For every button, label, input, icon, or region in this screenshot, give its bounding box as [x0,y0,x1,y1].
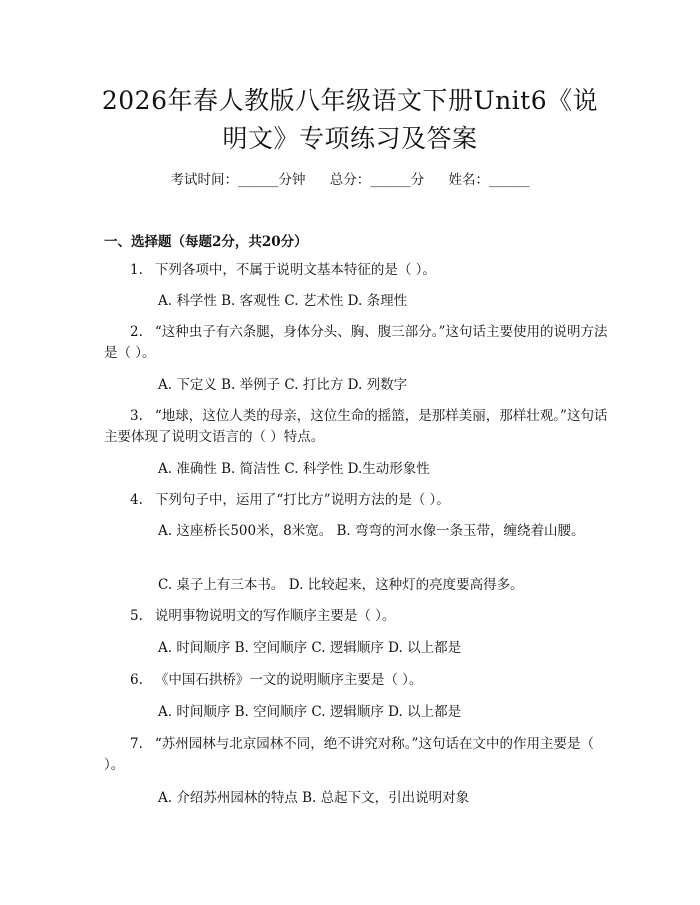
question-number: 4. [130,492,143,508]
question-3 [104,406,614,448]
question-text: 下列句子中，运用了“打比方”说明方法的是（ ）。 [154,492,450,508]
question-text: “苏州园林与北京园林不同，绝不讲究对称。”这句话在文中的作用主要是（ ）。 [104,736,594,773]
question-text: 说明事物说明文的写作顺序主要是（ ）。 [154,608,396,624]
question-6-options: A. 时间顺序 B. 空间顺序 C. 逻辑顺序 D. 以上都是 [158,704,462,720]
question-text: 《中国石拱桥》一文的说明顺序主要是（ ）。 [154,672,423,688]
question-1 [104,260,614,281]
question-2-options: A. 下定义 B. 举例子 C. 打比方 D. 列数字 [158,377,408,393]
section-heading: 一、选择题（每题2分，共20分） [104,234,308,250]
question-text: 下列各项中，不属于说明文基本特征的是（ ）。 [154,262,436,278]
question-5-options: A. 时间顺序 B. 空间顺序 C. 逻辑顺序 D. 以上都是 [158,640,462,656]
question-7 [104,734,614,776]
question-number: 2. [130,324,143,340]
question-number: 6. [130,672,143,688]
question-4-options-ab: A. 这座桥长500米，8米宽。 B. 弯弯的河水像一条玉带，缠绕着山腰。 [158,523,585,539]
question-4 [104,490,614,511]
exam-score: 总分：______分 [329,172,425,188]
question-text: “这种虫子有六条腿，身体分头、胸、腹三部分。”这句话主要使用的说明方法是（ ）。 [104,324,608,361]
question-5 [104,606,614,627]
question-number: 3. [130,408,143,424]
question-number: 5. [130,608,143,624]
question-4-options-cd: C. 桌子上有三本书。 D. 比较起来，这种灯的亮度要高得多。 [158,577,524,593]
question-number: 1. [130,262,143,278]
question-text: “地球，这位人类的母亲，这位生命的摇篮，是那样美丽，那样壮观。”这句话主要体现了说明文语言的（ ）特点。 [104,408,608,445]
page-title: 2026年春人教版八年级语文下册Unit6《说明文》专项练习及答案 [101,86,599,153]
exam-info [0,168,700,188]
exam-time: 考试时间：______分钟 [170,172,306,188]
exam-name: 姓名：______ [448,172,530,188]
question-7-options: A. 介绍苏州园林的特点 B. 总起下文，引出说明对象 [158,790,470,806]
question-3-options: A. 准确性 B. 简洁性 C. 科学性 D.生动形象性 [158,461,430,477]
question-1-options: A. 科学性 B. 客观性 C. 艺术性 D. 条理性 [158,293,408,309]
question-2 [104,322,614,364]
question-6 [104,670,614,691]
question-number: 7. [130,736,143,752]
